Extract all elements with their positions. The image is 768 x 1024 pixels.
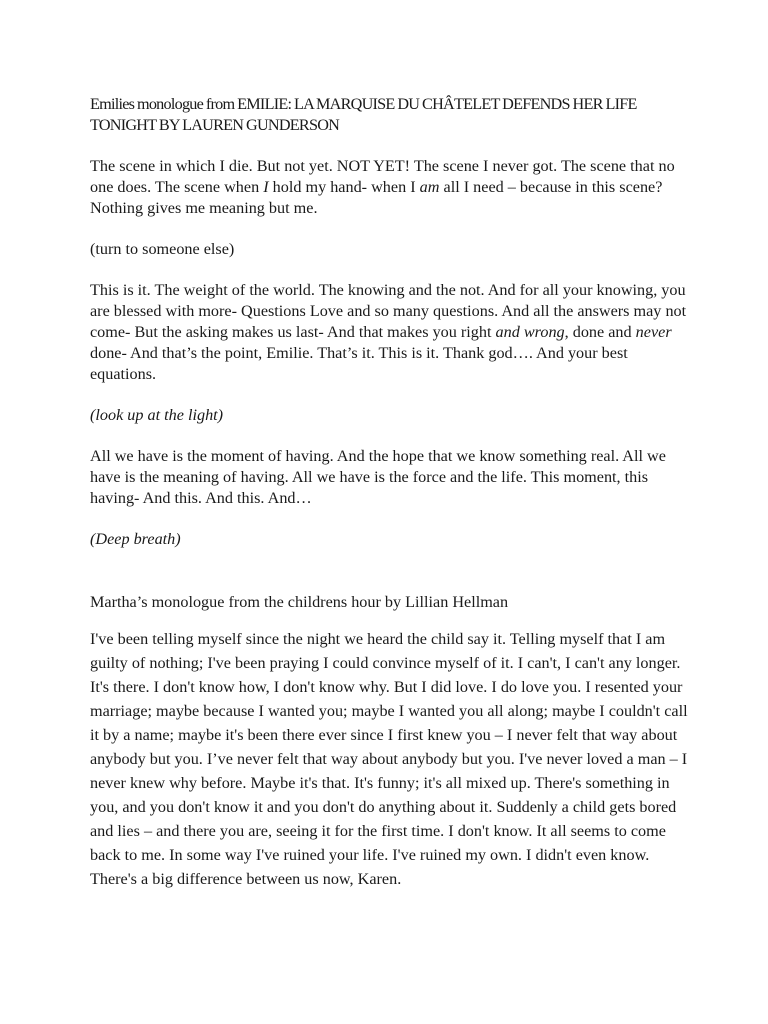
emilie-paragraph-2 (90, 280, 690, 385)
stage-direction-light: (look up at the light) (90, 406, 224, 424)
document-page (90, 94, 690, 891)
text-run: The scene in which I die. But not yet. NOT YET! The scene I never got. The scene that no one does. The scene when (90, 157, 675, 196)
emphasis-run: am (419, 178, 440, 196)
stage-direction-breath: (Deep breath) (90, 530, 181, 548)
monologue-title-martha: Martha’s monologue from the childrens hour by Lillian Hellman (90, 593, 509, 611)
emphasis-run: I (263, 178, 269, 196)
emilie-paragraph-3: All we have is the moment of having. And the hope that we know something real. All we have is the meaning of having. All we have is the force and the life. This moment, this having- And this. And this. And… (90, 447, 666, 507)
emilie-paragraph-1 (90, 156, 690, 219)
text-run: This is it. The weight of the world. The knowing and the not. And for all your knowing, you are blessed with more- Questions Love and so many questions. And all the answers may not come- But the asking makes us last- And that makes you right (90, 281, 687, 341)
emphasis-run: never (635, 323, 672, 341)
text-run: hold my hand- when I (268, 178, 420, 196)
monologue-title-emilie: Emilies monologue from EMILIE: LA MARQUISE DU CHÂTELET DEFENDS HER LIFE TONIGHT BY LAUREN GUNDERSON (90, 95, 637, 134)
stage-direction-turn: (turn to someone else) (90, 240, 235, 258)
text-run: , done and (564, 323, 636, 341)
emphasis-run: and wrong (495, 323, 565, 341)
martha-paragraph: I've been telling myself since the night we heard the child say it. Telling myself that I am guilty of nothing; I've been praying I could convince myself of it. I can't, I can't any longer. It's there. I don't know how, I don't know why. But I did love. I do love you. I resented your marriage; maybe because I wanted you; maybe I wanted you all along; maybe I couldn't call it by a name; maybe it's been there ever since I first knew you – I never felt that way about anybody but you. I’ve never felt that way about anybody but you. I've never loved a man – I never knew why before. Maybe it's that. It's funny; it's all mixed up. There's something in you, and you don't know it and you don't do anything about it. Suddenly a child gets bored and lies – and there you are, seeing it for the first time. I don't know. It all seems to come back to me. In some way I've ruined your life. I've ruined my own. I didn't even know. There's a big difference between us now, Karen. (90, 630, 688, 888)
text-run: all I need – because in this scene? Nothing gives me meaning but me. (90, 178, 663, 217)
text-run: done- And that’s the point, Emilie. That’s it. This is it. Thank god…. And your best equations. (90, 344, 628, 383)
